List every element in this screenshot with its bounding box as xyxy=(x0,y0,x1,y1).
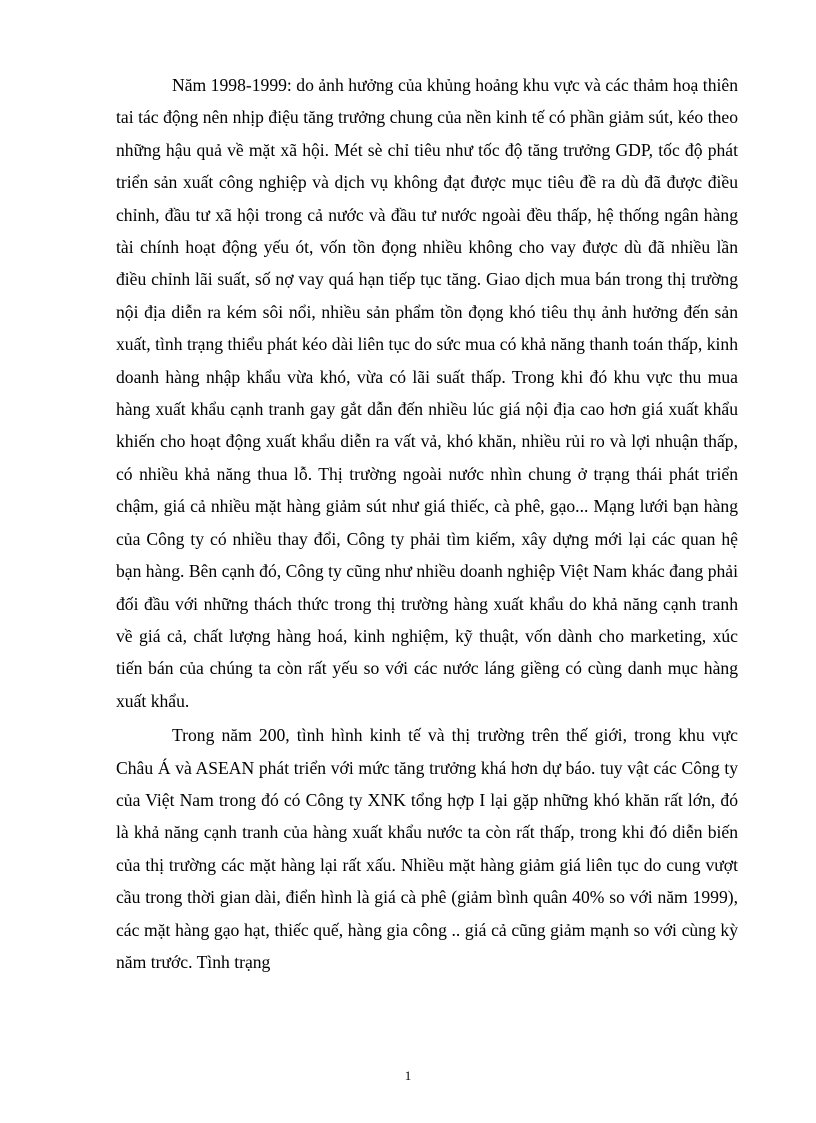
page-number: 1 xyxy=(404,1068,412,1083)
paragraph: Năm 1998-1999: do ảnh hưởng của khủng hoảng khu vực và các thảm hoạ thiên tai tác động nên nhịp điệu tăng trưởng chung của nền kinh tế có phần giảm sút, kéo theo những hậu quả về mặt xã hội. Mét sè chỉ tiêu như tốc độ tăng trưởng GDP, tốc độ phát triển sản xuất công nghiệp và dịch vụ không đạt được mục tiêu đề ra dù đã được điều chỉnh, đầu tư xã hội trong cả nước và đầu tư nước ngoài đều thấp, hệ thống ngân hàng tài chính hoạt động yếu ót, vốn tồn đọng nhiều không cho vay được dù đã nhiều lần điều chỉnh lãi suất, số nợ vay quá hạn tiếp tục tăng. Giao dịch mua bán trong thị trường nội địa diễn ra kém sôi nổi, nhiều sản phẩm tồn đọng khó tiêu thụ ảnh hưởng đến sản xuất, tình trạng thiểu phát kéo dài liên tục do sức mua có khả năng thanh toán thấp, kinh doanh hàng nhập khẩu vừa khó, vừa có lãi suất thấp. Trong khi đó khu vực thu mua hàng xuất khẩu cạnh tranh gay gắt dẫn đến nhiều lúc giá nội địa cao hơn giá xuất khẩu khiến cho hoạt động xuất khẩu diễn ra vất vả, khó khăn, nhiều rủi ro và lợi nhuận thấp, có nhiều khả năng thua lỗ. Thị trường ngoài nước nhìn chung ở trạng thái phát triển chậm, giá cả nhiều mặt hàng giảm sút như giá thiếc, cà phê, gạo... Mạng lưới bạn hàng của Công ty có nhiều thay đổi, Công ty phải tìm kiếm, xây dựng mới lại các quan hệ bạn hàng. Bên cạnh đó, Công ty cũng như nhiều doanh nghiệp Việt Nam khác đang phải đối đầu với những thách thức trong thị trường hàng xuất khẩu do khả năng cạnh tranh về giá cả, chất lượng hàng hoá, kinh nghiệm, kỹ thuật, vốn dành cho marketing, xúc tiến bán của chúng ta còn rất yếu so với các nước láng giềng có cùng danh mục hàng xuất khẩu. xyxy=(116,75,738,711)
document-body xyxy=(116,69,738,978)
paragraph: Trong năm 200, tình hình kinh tế và thị trường trên thế giới, trong khu vực Châu Á và ASEAN phát triển với mức tăng trưởng khá hơn dự báo. tuy vật các Công ty của Việt Nam trong đó có Công ty XNK tổng hợp I lại gặp những khó khăn rất lớn, đó là khả năng cạnh tranh của hàng xuất khẩu nước ta còn rất thấp, trong khi đó diễn biến của thị trường các mặt hàng lại rất xấu. Nhiều mặt hàng giảm giá liên tục do cung vượt cầu trong thời gian dài, điển hình là giá cà phê (giảm bình quân 40% so với năm 1999), các mặt hàng gạo hạt, thiếc quế, hàng gia công .. giá cả cũng giảm mạnh so với cùng kỳ năm trước. Tình trạng xyxy=(116,725,738,972)
